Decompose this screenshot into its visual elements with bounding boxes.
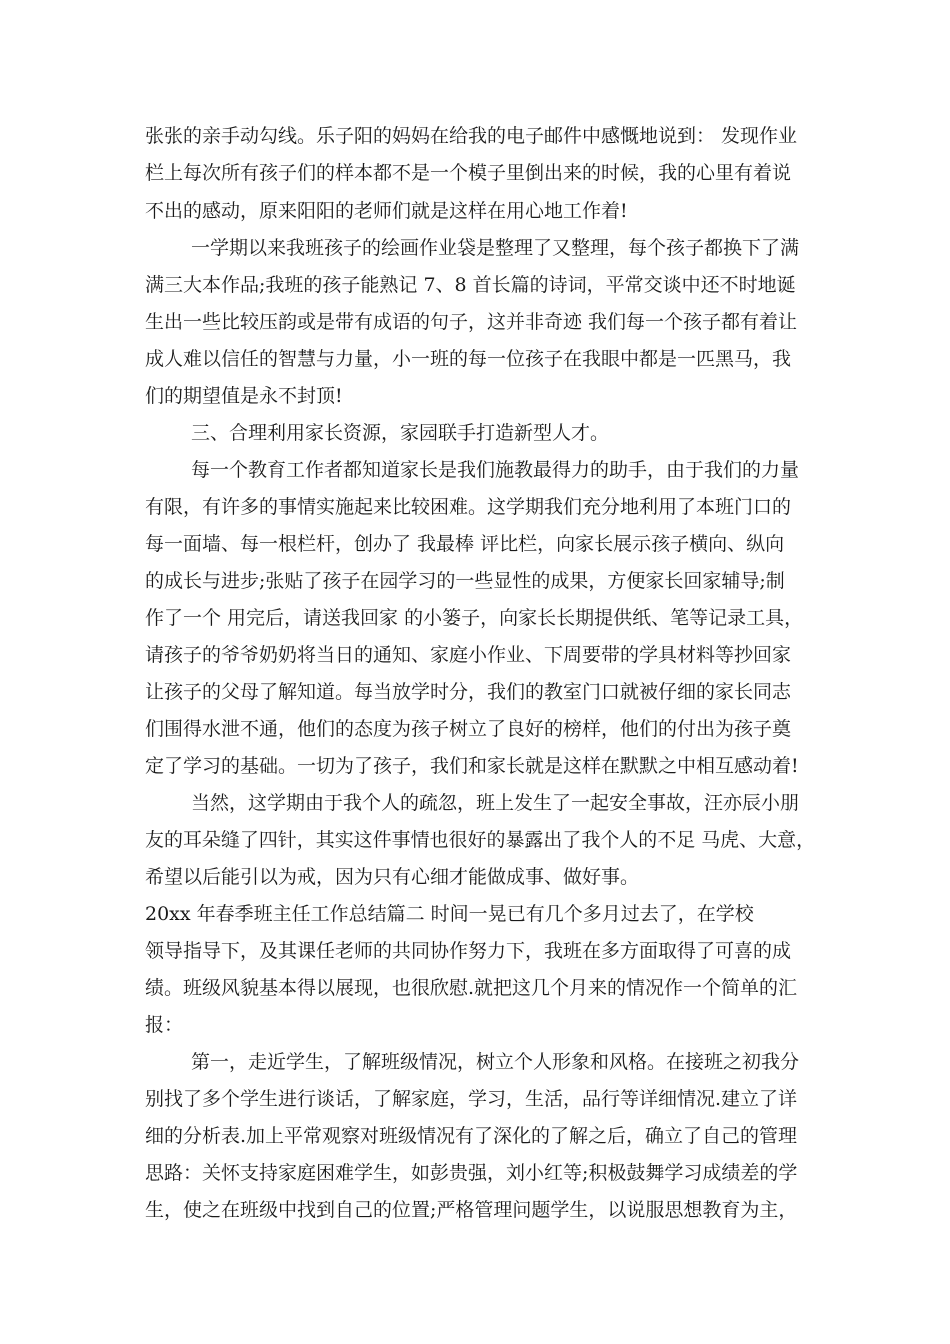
text-line: 别找了多个学生进行谈话，了解家庭，学习，生活，品行等详细情况.建立了详 [145, 1088, 798, 1110]
text-line: 希望以后能引以为戒，因为只有心细才能做成事、做好事。 [145, 866, 640, 888]
text-line: 生，使之在班级中找到自己的位置;严格管理问题学生，以说服思想教育为主， [145, 1199, 798, 1221]
text-line: 的成长与进步;张贴了孩子在园学习的一些显性的成果，方便家长回家辅导;制 [145, 570, 785, 592]
text-line: 思路：关怀支持家庭困难学生，如彭贵强，刘小红等;积极鼓舞学习成绩差的学 [145, 1162, 798, 1184]
text-line: 每一个教育工作者都知道家长是我们施教最得力的助手，由于我们的力量 [191, 459, 800, 481]
text-line: 请孩子的爷爷奶奶将当日的通知、家庭小作业、下周要带的学具材料等抄回家 [145, 644, 792, 666]
text-line: 们围得水泄不通，他们的态度为孩子树立了良好的榜样，他们的付出为孩子奠 [145, 718, 792, 740]
text-line: 友的耳朵缝了四针，其实这件事情也很好的暴露出了我个人的不足 马虎、大意， [145, 829, 816, 851]
text-line: 第一，走近学生，了解班级情况，树立个人形象和风格。在接班之初我分 [191, 1051, 800, 1073]
text-line: 领导指导下，及其课任老师的共同协作努力下，我班在多方面取得了可喜的成 [145, 940, 792, 962]
text-line: 绩。班级风貌基本得以展现，也很欣慰.就把这几个月来的情况作一个简单的汇 [145, 977, 798, 999]
text-line: 一学期以来我班孩子的绘画作业袋是整理了又整理，每个孩子都换下了满 [191, 237, 800, 259]
text-line: 报： [145, 1014, 184, 1036]
text-line: 有限，有许多的事情实施起来比较困难。这学期我们充分地利用了本班门口的 [145, 496, 792, 518]
section-heading: 三、合理利用家长资源，家园联手打造新型人才。 [191, 422, 610, 444]
text-line: 不出的感动，原来阳阳的老师们就是这样在用心地工作着! [145, 200, 628, 222]
text-line: 让孩子的父母了解知道。每当放学时分，我们的教室门口就被仔细的家长同志 [145, 681, 792, 703]
text-line: 张张的亲手动勾线。乐子阳的妈妈在给我的电子邮件中感慨地说到： 发现作业 [145, 125, 798, 147]
article-title-line: 20xx 年春季班主任工作总结篇二 时间一晃已有几个多月过去了，在学校 [145, 903, 754, 925]
text-line: 细的分析表.加上平常观察对班级情况有了深化的了解之后，确立了自己的管理 [145, 1125, 798, 1147]
text-line: 当然，这学期由于我个人的疏忽，班上发生了一起安全事故，汪亦辰小朋 [191, 792, 800, 814]
text-line: 作了一个 用完后，请送我回家 的小篓子，向家长长期提供纸、笔等记录工具， [145, 607, 804, 629]
text-line: 每一面墙、每一根栏杆，创办了 我最棒 评比栏，向家长展示孩子横向、纵向 [145, 533, 785, 555]
text-line: 满三大本作品;我班的孩子能熟记 7、8 首长篇的诗词，平常交谈中还不时地诞 [145, 274, 796, 296]
text-line: 定了学习的基础。一切为了孩子，我们和家长就是这样在默默之中相互感动着! [145, 755, 799, 777]
text-line: 生出一些比较压韵或是带有成语的句子，这并非奇迹 我们每一个孩子都有着让 [145, 311, 798, 333]
text-line: 成人难以信任的智慧与力量，小一班的每一位孩子在我眼中都是一匹黑马，我 [145, 348, 792, 370]
text-line: 栏上每次所有孩子们的样本都不是一个模子里倒出来的时候，我的心里有着说 [145, 162, 792, 184]
text-line: 们的期望值是永不封顶! [145, 385, 343, 407]
